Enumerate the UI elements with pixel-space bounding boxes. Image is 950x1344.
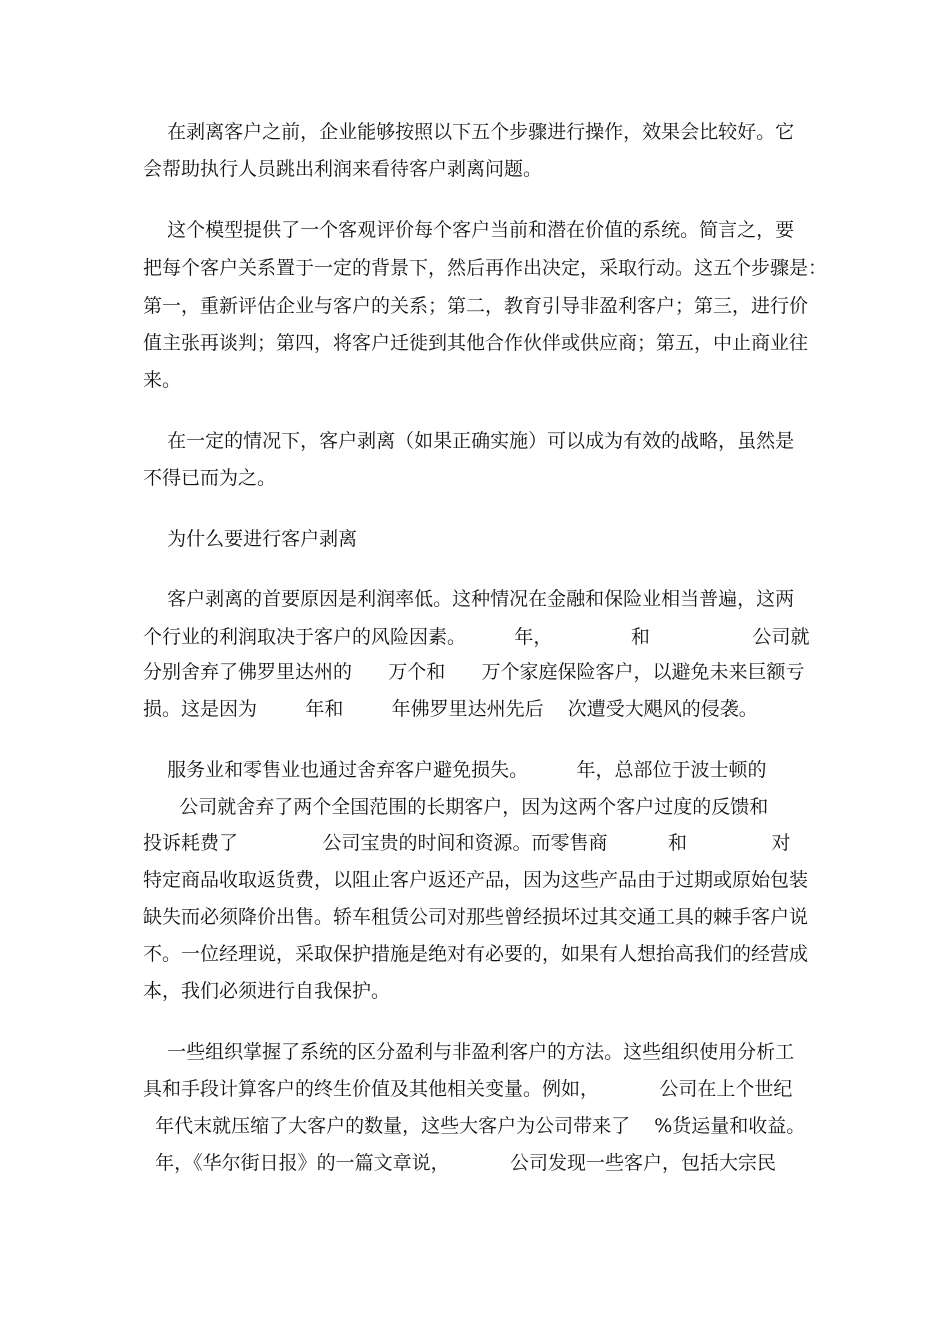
paragraph-5-line-4: 特定商品收取返货费，以阻止客户返还产品，因为这些产品由于过期或原始包装 xyxy=(143,869,809,891)
paragraph-1-line-2: 会帮助执行人员跳出利润来看待客户剥离问题。 xyxy=(143,158,543,180)
paragraph-4-line-2: 个行业的利润取决于客户的风险因素。 年， 和 公司就 xyxy=(143,626,810,648)
section-heading: 为什么要进行客户剥离 xyxy=(143,528,358,550)
paragraph-3-line-2: 不得已而为之。 xyxy=(143,467,277,489)
paragraph-4-line-1: 客户剥离的首要原因是利润率低。这种情况在金融和保险业相当普遍，这两 xyxy=(143,588,795,610)
paragraph-2-line-4: 值主张再谈判；第四，将客户迁徙到其他合作伙伴或供应商；第五，中止商业往 xyxy=(143,332,809,354)
paragraph-6-line-3: 年代末就压缩了大客户的数量，这些大客户为公司带来了 %货运量和收益。 xyxy=(143,1115,806,1137)
paragraph-5-line-1: 服务业和零售业也通过舍弃客户避免损失。 年，总部位于波士顿的 xyxy=(143,759,767,781)
paragraph-4-line-4: 损。这是因为 年和 年佛罗里达州先后 次遭受大飓风的侵袭。 xyxy=(143,698,758,720)
paragraph-5-line-2: 公司就舍弃了两个全国范围的长期客户，因为这两个客户过度的反馈和 xyxy=(143,796,769,818)
paragraph-5-line-5: 缺失而必须降价出售。轿车租赁公司对那些曾经损坏过其交通工具的棘手客户说 xyxy=(143,906,809,928)
paragraph-6-line-2: 具和手段计算客户的终生价值及其他相关变量。例如， 公司在上个世纪 xyxy=(143,1078,793,1100)
paragraph-5-line-3: 投诉耗费了 公司宝贵的时间和资源。而零售商 和 对 xyxy=(143,832,791,854)
paragraph-2-line-5: 来。 xyxy=(143,369,182,391)
paragraph-5-line-6: 不。一位经理说，采取保护措施是绝对有必要的，如果有人想抬高我们的经营成 xyxy=(143,943,809,965)
paragraph-6-line-4: 年，《华尔街日报》的一篇文章说， 公司发现一些客户，包括大宗民 xyxy=(143,1152,776,1174)
paragraph-5-line-7: 本，我们必须进行自我保护。 xyxy=(143,980,391,1002)
paragraph-2-line-1: 这个模型提供了一个客观评价每个客户当前和潜在价值的系统。简言之，要 xyxy=(143,219,795,241)
paragraph-2-line-3: 第一，重新评估企业与客户的关系；第二，教育引导非盈利客户；第三，进行价 xyxy=(143,295,809,317)
paragraph-3-line-1: 在一定的情况下，客户剥离（如果正确实施）可以成为有效的战略，虽然是 xyxy=(143,430,795,452)
paragraph-2-line-2: 把每个客户关系置于一定的背景下，然后再作出决定，采取行动。这五个步骤是： xyxy=(143,257,828,279)
paragraph-1-line-1: 在剥离客户之前，企业能够按照以下五个步骤进行操作，效果会比较好。它 xyxy=(143,121,795,143)
paragraph-4-line-3: 分别舍弃了佛罗里达州的 万个和 万个家庭保险客户，以避免未来巨额亏 xyxy=(143,661,805,683)
paragraph-6-line-1: 一些组织掌握了系统的区分盈利与非盈利客户的方法。这些组织使用分析工 xyxy=(143,1041,795,1063)
